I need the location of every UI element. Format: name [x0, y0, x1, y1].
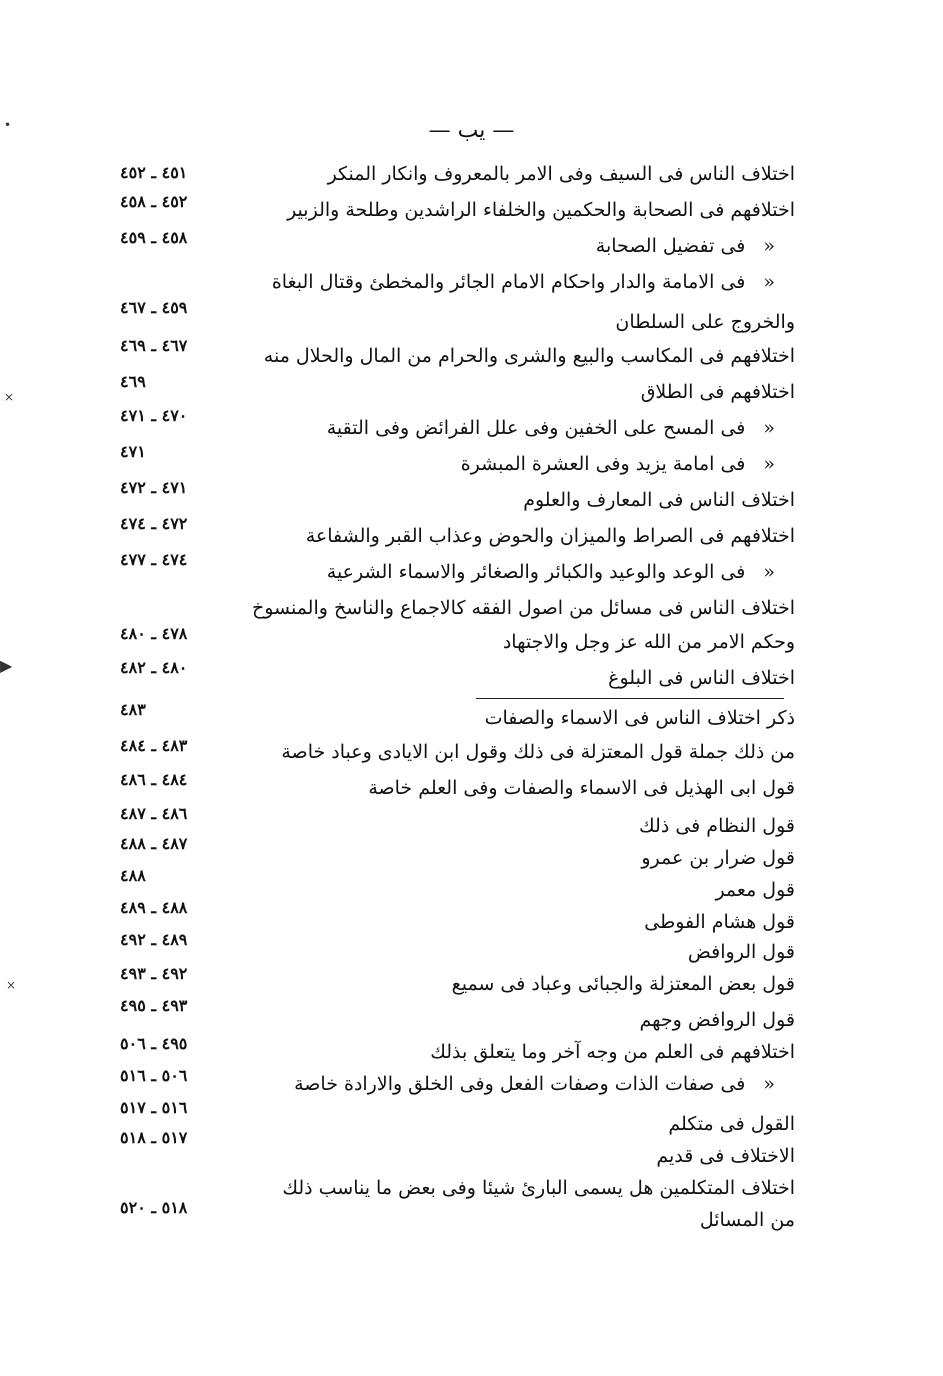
- toc-title-text: فى امامة يزيد وفى العشرة المبشرة: [460, 453, 746, 475]
- toc-pages: ٤٧٤ ـ ٤٧٧: [120, 550, 188, 569]
- toc-title: ذكر اختلاف الناس فى الاسماء والصفات: [484, 707, 795, 729]
- toc-pages: ٤٥٨ ـ ٤٥٩: [120, 228, 188, 247]
- toc-row: [0, 156, 943, 192]
- toc-pages: ٤٥٢ ـ ٤٥٨: [120, 192, 188, 211]
- toc-pages: ٥١٧ ـ ٥١٨: [120, 1128, 188, 1147]
- ditto-mark: «: [763, 271, 775, 293]
- toc-row: [0, 996, 943, 1038]
- ditto-mark: «: [763, 417, 775, 439]
- toc-row: [0, 442, 943, 482]
- ditto-mark: «: [763, 561, 775, 583]
- toc-title: اختلاف الناس فى المعارف والعلوم: [523, 489, 795, 511]
- toc-title: قول ضرار بن عمرو: [641, 847, 795, 869]
- toc-pages: ٤٧١ ـ ٤٧٢: [120, 478, 188, 497]
- toc-pages: ٥١٦ ـ ٥١٧: [120, 1098, 188, 1117]
- toc-pages: ٤٨٤ ـ ٤٨٦: [120, 770, 188, 789]
- toc-row: [0, 734, 943, 770]
- toc-pages: ٥٠٦ ـ ٥١٦: [120, 1066, 188, 1085]
- toc-title: اختلافهم فى الصراط والميزان والحوض وعذاب القبر والشفاعة: [305, 525, 795, 547]
- toc-row: [0, 406, 943, 446]
- toc-row: [0, 1198, 943, 1238]
- toc-title-text: فى الوعد والوعيد والكبائر والصغائر والاسماء الشرعية: [326, 561, 746, 583]
- margin-mark: ×: [4, 390, 15, 404]
- toc-title: قول هشام الفوطى: [644, 911, 795, 933]
- toc-title: قول الروافض وجهم: [639, 1009, 795, 1031]
- toc-pages: ٤٦٧ ـ ٤٦٩: [120, 336, 188, 355]
- toc-pages: ٤٨٣: [120, 700, 146, 719]
- toc-row: [0, 550, 943, 590]
- toc-title: قول الروافض: [687, 941, 795, 963]
- toc-row: [0, 1066, 943, 1102]
- toc-pages: ٤٧١: [120, 442, 146, 461]
- toc-title: اختلاف الناس فى السيف وفى الامر بالمعروف وانكار المنكر: [327, 163, 795, 185]
- toc-title: [596, 228, 775, 264]
- toc-row: [0, 770, 943, 806]
- toc-row: [0, 700, 943, 736]
- toc-pages: ٤٧٠ ـ ٤٧١: [120, 406, 188, 425]
- toc-row: [0, 624, 943, 660]
- toc-row: [0, 192, 943, 228]
- toc-title: اختلاف المتكلمين هل يسمى البارئ شيئا وفى بعض ما يناسب ذلك: [282, 1177, 795, 1199]
- toc-row: [0, 374, 943, 410]
- toc-title: قول معمر: [715, 879, 795, 901]
- toc-title: قول بعض المعتزلة والجبائى وعباد فى سميع: [451, 973, 795, 995]
- toc-row: [0, 338, 943, 374]
- toc-pages: ٤٨٧ ـ ٤٨٨: [120, 834, 188, 853]
- toc-title-text: فى صفات الذات وصفات الفعل وفى الخلق والارادة خاصة: [294, 1073, 746, 1095]
- toc-title: اختلاف الناس فى مسائل من اصول الفقه كالاجماع والناسخ والمنسوخ: [251, 597, 795, 619]
- toc-title: [327, 554, 775, 590]
- margin-mark: ▶: [0, 656, 13, 675]
- toc-title: اختلاف الناس فى البلوغ: [608, 667, 795, 689]
- toc-title: والخروج على السلطان: [615, 311, 795, 333]
- toc-title: [294, 1066, 775, 1102]
- toc-title: اختلافهم فى المكاسب والبيع والشرى والحرام من المال والحلال منه: [263, 345, 795, 367]
- toc-title-text: فى المسح على الخفين وفى علل الفرائض وفى التقية: [326, 417, 746, 439]
- toc-row: [0, 298, 943, 340]
- toc-row: [0, 1128, 943, 1174]
- toc-pages: ٤٧٨ ـ ٤٨٠: [120, 624, 188, 643]
- toc-pages: ٤٨٣ ـ ٤٨٤: [120, 736, 188, 755]
- toc-pages: ٤٩٢ ـ ٤٩٣: [120, 964, 188, 983]
- toc-pages: ٥١٨ ـ ٥٢٠: [120, 1198, 188, 1217]
- toc-row: [0, 478, 943, 518]
- toc-pages: ٤٧٢ ـ ٤٧٤: [120, 514, 188, 533]
- toc-pages: ٤٨٠ ـ ٤٨٢: [120, 658, 188, 677]
- toc-title: [461, 446, 775, 482]
- ditto-mark: «: [763, 1073, 775, 1095]
- toc-title-text: فى تفضيل الصحابة: [595, 235, 746, 257]
- toc-title: وحكم الامر من الله عز وجل والاجتهاد: [502, 631, 795, 653]
- toc-title: [327, 410, 775, 446]
- toc-pages: ٤٨٦ ـ ٤٨٧: [120, 804, 188, 823]
- toc-title: قول ابى الهذيل فى الاسماء والصفات وفى العلم خاصة: [368, 777, 795, 799]
- toc-title: من المسائل: [699, 1209, 795, 1231]
- toc-row: [0, 514, 943, 554]
- toc-title: اختلافهم فى العلم من وجه آخر وما يتعلق بذلك: [430, 1041, 795, 1063]
- toc-title: قول النظام فى ذلك: [639, 815, 795, 837]
- toc-title: الاختلاف فى قديم: [656, 1145, 795, 1167]
- page-number: — يب —: [428, 118, 515, 143]
- ditto-mark: «: [763, 235, 775, 257]
- margin-mark: •: [4, 118, 12, 132]
- toc-title: القول فى متكلم: [668, 1113, 795, 1135]
- toc-title: [272, 264, 775, 300]
- toc-title: اختلافهم فى الطلاق: [640, 381, 795, 403]
- toc-title: من ذلك جملة قول المعتزلة فى ذلك وقول ابن الايادى وعباد خاصة: [281, 741, 795, 763]
- toc-pages: ٤٨٩ ـ ٤٩٢: [120, 930, 188, 949]
- toc-row: [0, 660, 943, 696]
- toc-pages: ٤٩٥ ـ ٥٠٦: [120, 1034, 188, 1053]
- toc-row: [0, 590, 943, 626]
- toc-row: [0, 228, 943, 264]
- toc-title: اختلافهم فى الصحابة والحكمين والخلفاء الراشدين وطلحة والزبير: [287, 199, 795, 221]
- ditto-mark: «: [763, 453, 775, 475]
- toc-pages: ٤٨٨: [120, 866, 146, 885]
- toc-row: [0, 264, 943, 300]
- toc-pages: ٤٥٩ ـ ٤٦٧: [120, 298, 188, 317]
- margin-mark: ×: [6, 978, 17, 992]
- toc-row: [0, 1034, 943, 1070]
- toc-pages: ٤٥١ ـ ٤٥٢: [120, 163, 188, 182]
- toc-title-text: فى الامامة والدار واحكام الامام الجائر والمخطئ وقتال البغاة: [271, 271, 746, 293]
- toc-pages: ٤٦٩: [120, 372, 146, 391]
- section-divider: [476, 698, 784, 699]
- toc-pages: ٤٩٣ ـ ٤٩٥: [120, 996, 188, 1015]
- toc-pages: ٤٨٨ ـ ٤٨٩: [120, 898, 188, 917]
